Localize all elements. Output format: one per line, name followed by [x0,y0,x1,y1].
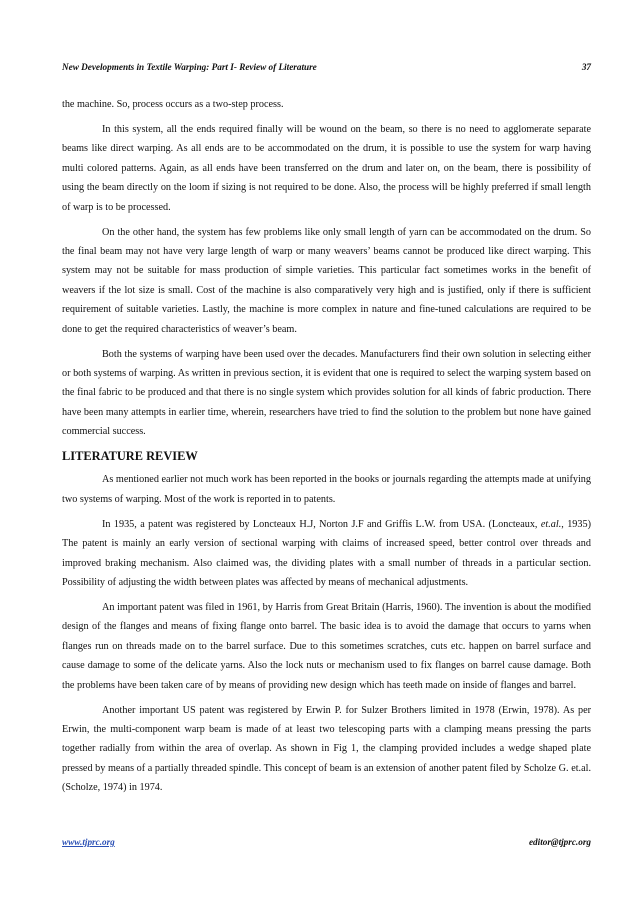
paragraph-erwin-patent: Another important US patent was registered by Erwin P. for Sulzer Brothers limited in 1978 (Erwin, 1978). As per Erwin, the multi-component warp beam is made of at least two telescoping parts with a clamping means pressing the parts together radially from within the area of overlap. As shown in Fig 1, the clamping provided includes a wedge shaped plate pressed by means of a partially threaded spindle. This concept of beam is an extension of another patent filed by Scholze G. et.al. (Scholze, 1974) in 1974. [62,704,591,794]
paragraph-harris-patent: An important patent was filed in 1961, by Harris from Great Britain (Harris, 1960). The invention is about the modified design of the flanges and means of fixing flange onto barrel. The basic idea is to avoid the damage that occurs to yarns when flanges run on threads made on to the barrel surface. Due to this sometimes scratches, cuts etc. happen on barrel surface and cause damage to some of the delicate yarns. Also the lock nuts or mechanism used to fix flanges on barrel cause damage. Both the problems have been taken care of by means of providing new design which has teeth made on inside of flanges and barrel. [62,601,591,691]
et-al-italic: et.al. [540,518,562,530]
page-footer [62,837,591,847]
paragraph-drum-system-problems: On the other hand, the system has few problems like only small length of yarn can be accommodated on the drum. So the final beam may not have very large length of warp or many weavers’ beams cannot be produced like direct warping. This system may not be suitable for mass production of simple varieties. This particular fact sometimes works in the benefit of weavers if the lot size is small. Cost of the machine is also comparatively very high and is justified, only if there is sufficient requirement of suitable varieties. Lastly, the machine is more complex in nature and fine-tuned calculations are required to be done to get the required characteristics of weaver’s beam. [62,226,591,335]
paragraph-both-systems: Both the systems of warping have been used over the decades. Manufacturers find their own solution in selecting either or both systems of warping. As written in previous section, it is evident that one is required to select the warping system based on the final fabric to be produced and that there is no single system which provides solution for all kinds of fabric production. There have been many attempts in earlier time, wherein, researchers have tried to find the solution to the problem but none have gained commercial success. [62,348,591,438]
website-link[interactable]: www.tjprc.org [62,837,115,847]
paragraph-review-intro: As mentioned earlier not much work has been reported in the books or journals regarding the attempts made at unifying two systems of warping. Most of the work is reported in to patents. [62,474,591,505]
paragraph-drum-system-advantages: In this system, all the ends required finally will be wound on the beam, so there is no need to agglomerate separate beams like direct warping. As all ends are to be accommodated on the drum, it is possible to use the system for warp having multi colored patterns. Again, as all ends have been transferred on the drum and later on, on the beam, there is possibility of using the beam directly on the loom if sizing is not required to be done. Also, the process will be highly preferred if small length of warp is to be processed. [62,124,591,213]
loncteaux-text-end: , 1935) The patent is mainly an early version of sectional warping with claims of increased speed, better control over threads and improved braking mechanism. Also claimed was, the dividing plates with a small number of threads in a particular section. Possibility of adjusting the width between plates was affected by means of mechanical adjustments. [62,518,591,588]
section-heading-literature-review: LITERATURE REVIEW [62,449,198,464]
paragraph-loncteaux-patent [62,515,591,593]
journal-running-title: New Developments in Textile Warping: Part I- Review of Literature [62,62,317,72]
page-number: 37 [581,62,591,72]
running-header [62,62,591,72]
loncteaux-text-start: In 1935, a patent was registered by Loncteaux H.J, Norton J.F and Griffis L.W. from USA. (Loncteaux, [102,518,541,530]
article-body [62,95,591,803]
editor-email: editor@tjprc.org [528,837,591,847]
paragraph-continuation: the machine. So, process occurs as a two-step process. [62,99,284,110]
